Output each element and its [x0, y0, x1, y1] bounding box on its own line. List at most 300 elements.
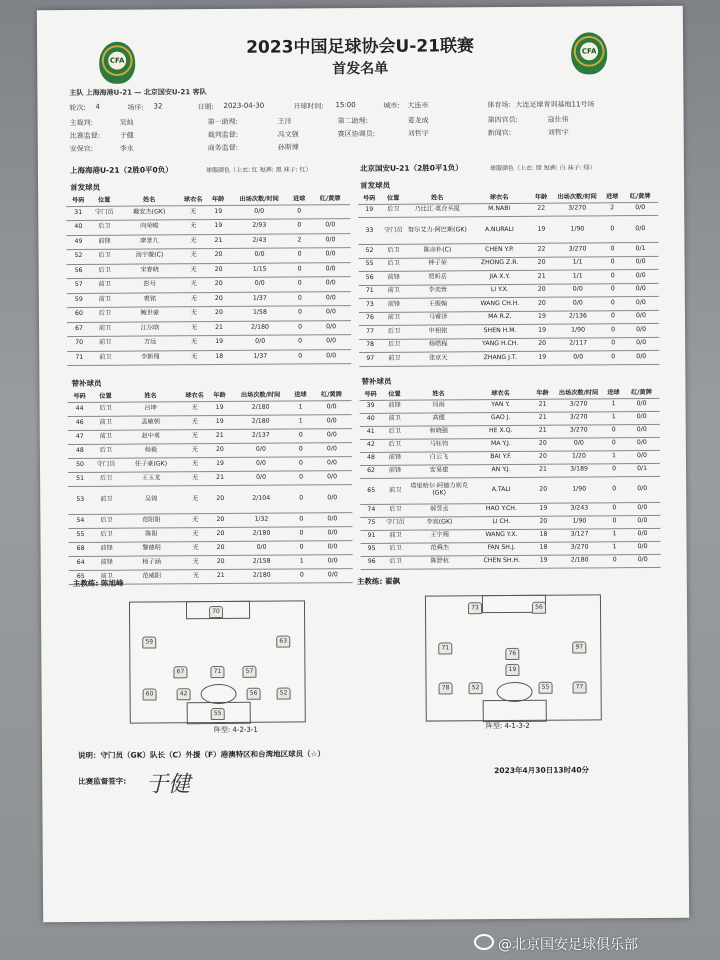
table-cell: 68 [69, 542, 93, 556]
table-cell: 19 [531, 311, 553, 325]
table-cell: 3/243 [554, 502, 604, 515]
table-cell: 向荣峻 [118, 220, 180, 235]
table-cell: 前锋 [382, 400, 408, 413]
table-cell: 20 [206, 248, 230, 263]
table-cell: 无 [180, 220, 206, 235]
table-cell: 0/0 [311, 277, 351, 292]
column-header: 出场次数/时间 [553, 386, 603, 398]
table-cell: 21 [207, 321, 231, 336]
table-cell: 20 [207, 277, 231, 292]
column-header: 姓名 [406, 191, 468, 203]
table-cell: 21 [532, 412, 554, 425]
table-cell: 无 [182, 429, 208, 443]
table-cell: 前卫 [382, 530, 408, 543]
table-cell: 0 [289, 335, 311, 350]
table-cell: 0/0 [624, 502, 660, 515]
column-header: 号码 [358, 192, 380, 204]
lineup-sheet [37, 6, 689, 922]
table-cell: 0 [602, 216, 622, 243]
table-cell: 20 [208, 443, 232, 457]
table-cell: 江尔晗 [119, 321, 181, 336]
cfa-logo-right: CFA [571, 32, 607, 74]
table-cell: 33 [358, 217, 380, 244]
table-cell: 74 [360, 504, 382, 517]
table-cell: 0/0 [312, 400, 352, 414]
table-cell: 郝昱丞 [408, 503, 470, 516]
table-cell: 安易建 [408, 464, 470, 477]
table-cell: 1/90 [552, 216, 602, 243]
table-cell: 0/0 [310, 233, 350, 248]
table-cell: CHEN Y.P. [468, 243, 530, 257]
column-header: 位置 [380, 192, 406, 204]
table-cell: 王振翰 [407, 298, 469, 312]
table-cell: 前卫 [91, 351, 119, 366]
column-header: 进球 [289, 388, 311, 400]
table-cell: 0 [604, 437, 624, 450]
table-cell: CHEN SH.H. [471, 555, 533, 568]
table-cell [310, 204, 350, 219]
table-row [360, 476, 660, 504]
table-cell: 1 [604, 398, 624, 411]
table-cell: 0/0 [311, 335, 351, 350]
table-cell: AN Y.J. [470, 464, 532, 477]
table-cell: 20 [208, 527, 232, 541]
table-cell: 0/0 [313, 568, 353, 582]
table-cell: 0 [290, 484, 312, 512]
table-cell: 62 [360, 465, 382, 478]
table-cell: 91 [360, 530, 382, 543]
table-cell: 戴安杰(GK) [118, 205, 180, 220]
table-cell: 0/0 [623, 310, 659, 324]
column-header: 姓名 [407, 387, 469, 399]
table-cell: 无 [182, 485, 208, 513]
table-cell: 22 [530, 203, 552, 217]
table-cell: 0 [605, 554, 625, 567]
table-cell: 2/104 [232, 485, 290, 513]
table-cell: 71 [359, 285, 381, 299]
official-label: 主裁判: [69, 118, 93, 128]
watermark: @北京国安足球俱乐部 [498, 937, 638, 953]
table-cell: 20 [207, 263, 231, 278]
table-cell: 0/0 [312, 442, 352, 456]
player-shirt-marker: 56 [247, 688, 261, 700]
table-cell: 0 [604, 463, 624, 476]
table-cell: LI CH. [470, 516, 532, 529]
column-header: 号码 [66, 194, 90, 206]
official-value: 寇仕伟 [547, 115, 569, 124]
table-cell: 20 [531, 257, 553, 271]
table-cell: 21 [531, 270, 553, 284]
table-cell: 0 [603, 324, 623, 338]
official-value: 刘哲宇 [407, 129, 429, 138]
table-cell: 王玉龙 [120, 471, 182, 485]
table-cell: 前卫 [381, 285, 407, 299]
table-cell: 41 [360, 426, 382, 439]
penalty-box-bottom [483, 700, 547, 722]
kickoff: 15:00 [335, 101, 356, 110]
table-cell: 方远 [119, 336, 181, 351]
table-cell: 前锋 [382, 465, 408, 478]
column-header: 球衣名 [180, 193, 206, 205]
table-cell: 前锋 [382, 452, 408, 465]
home-coach: 主教练: 陈旭峰 [72, 578, 124, 589]
table-cell: 0/0 [232, 443, 290, 457]
table-cell: A.NURALI [468, 216, 530, 243]
table-cell: 后卫 [92, 402, 120, 416]
table-cell: 20 [532, 451, 554, 464]
official-label: 裁判监督: [207, 130, 239, 140]
table-cell: 李奕萱 [407, 284, 469, 298]
table-cell: 前卫 [382, 413, 408, 426]
table-cell: 吕坤 [120, 401, 182, 415]
table-cell: HE X.Q. [470, 425, 532, 438]
player-shirt-marker: 70 [209, 606, 223, 618]
player-shirt-marker: 19 [505, 664, 519, 676]
table-cell: 21 [208, 429, 232, 443]
table-cell: 21 [532, 464, 554, 477]
table-cell: 56 [67, 264, 91, 279]
table-cell: 18 [532, 529, 554, 542]
round-label: 轮次: [69, 103, 86, 113]
table-cell: 无 [181, 307, 207, 322]
table-cell: 3/270 [555, 541, 605, 554]
column-header: 出场次数/时间 [230, 193, 288, 205]
table-cell: 0/0 [625, 541, 661, 554]
table-cell: 59 [67, 293, 91, 308]
table-cell: 0 [289, 320, 311, 335]
table-cell: 前锋 [93, 556, 121, 570]
table-row [361, 554, 661, 569]
home-subs-table [67, 388, 352, 584]
away-subs-label: 替补球员 [361, 376, 392, 387]
table-cell: 0 [602, 243, 622, 257]
table-cell: 后卫 [90, 220, 118, 235]
table-cell: 后卫 [92, 472, 120, 486]
table-cell: 56 [359, 271, 381, 285]
table-cell: 0 [604, 424, 624, 437]
table-cell: 1 [291, 554, 313, 568]
table-cell: 3/270 [554, 398, 604, 411]
table-cell: 2/180 [232, 527, 290, 541]
table-cell: 0/0 [312, 484, 352, 512]
table-cell: 21 [209, 569, 233, 583]
table-cell: 20 [209, 541, 233, 555]
table-cell: 60 [67, 307, 91, 322]
table-cell: 0/0 [313, 540, 353, 554]
table-cell: 65 [360, 478, 382, 504]
table-cell: 后卫 [381, 339, 407, 353]
table-cell: 无 [182, 415, 208, 429]
table-cell: 王宇翔 [408, 529, 470, 542]
table-cell: 乃比江·莫合买提 [406, 203, 468, 217]
table-cell: 76 [359, 312, 381, 326]
table-cell: 1 [604, 528, 624, 541]
table-cell: 无 [182, 471, 208, 485]
table-cell: 范阳阳 [120, 513, 182, 527]
table-cell: 0/0 [624, 437, 660, 450]
table-cell: JIA X.Y. [469, 270, 531, 284]
table-cell: 0/0 [623, 323, 659, 337]
city: 大连市 [407, 101, 429, 110]
table-cell: 0 [603, 297, 623, 311]
match-teams: 主队 上海海港U-21 — 北京国安U-21 客队 [69, 88, 207, 98]
table-cell: 19 [532, 503, 554, 516]
table-cell: 0 [288, 248, 310, 263]
table-cell: 前卫 [92, 430, 120, 444]
table-cell: 陈舒杭 [409, 555, 471, 568]
table-cell: 无 [180, 205, 206, 220]
table-cell: 50 [68, 458, 92, 472]
column-header: 号码 [359, 388, 381, 400]
table-cell: 0/1 [624, 463, 660, 476]
page-subtitle: 首发名单 [332, 60, 389, 78]
table-cell: 65 [69, 570, 93, 584]
table-cell: 1/37 [231, 292, 289, 307]
table-cell: 20 [531, 338, 553, 352]
table-cell: 1/58 [231, 306, 289, 321]
table-cell: 无 [182, 401, 208, 415]
table-cell: 22 [530, 243, 552, 257]
table-cell: 黎德明 [121, 541, 183, 555]
column-header: 出场次数/时间 [231, 389, 289, 401]
table-cell: 闫雨 [408, 399, 470, 412]
table-cell: 无 [181, 321, 207, 336]
official-label: 第二助理: [337, 116, 368, 126]
official-label: 新闻官: [487, 128, 512, 138]
table-cell: 0/0 [232, 471, 290, 485]
table-cell: 70 [67, 336, 91, 351]
table-cell: LI Y.X. [469, 284, 531, 298]
table-cell: 52 [358, 244, 380, 258]
table-cell: 0/0 [310, 219, 350, 234]
table-cell: 0/0 [311, 320, 351, 335]
table-cell: 后卫 [92, 528, 120, 542]
table-cell: 0/0 [230, 205, 288, 220]
table-cell: 守门员 [92, 458, 120, 472]
table-cell: 55 [68, 528, 92, 542]
table-cell: 0/0 [233, 541, 291, 555]
home-subs-label: 替补球员 [71, 378, 102, 389]
table-cell: 2 [288, 233, 310, 248]
table-cell: 1/15 [231, 263, 289, 278]
table-cell: 53 [68, 486, 92, 514]
table-cell: 守门员 [90, 206, 118, 221]
table-cell: ZHONG Z.R. [469, 257, 531, 271]
player-shirt-marker: 55 [211, 708, 225, 720]
table-cell: 2/136 [553, 310, 603, 324]
column-header: 进球 [288, 192, 310, 204]
away-formation-pitch [425, 594, 602, 721]
table-cell: 0/0 [312, 526, 352, 540]
table-cell: 1/1 [553, 256, 603, 270]
table-cell: 陈阳 [120, 527, 182, 541]
table-cell: 无 [183, 569, 209, 583]
away-coach: 主教练: 翟飙 [356, 576, 400, 587]
table-cell: 1/20 [554, 450, 604, 463]
table-cell: 1 [604, 450, 624, 463]
table-cell: 0/0 [231, 335, 289, 350]
table-cell: 0/0 [624, 450, 660, 463]
table-cell: 1/90 [554, 476, 604, 502]
table-cell: 0/1 [622, 242, 658, 256]
column-header: 红/黄牌 [623, 386, 659, 398]
official-label: 安保官: [69, 144, 94, 154]
table-cell: 无 [183, 541, 209, 555]
table-cell: 73 [359, 298, 381, 312]
table-cell: 0/0 [553, 297, 603, 311]
table-cell: 0 [603, 270, 623, 284]
table-cell: 和晓强 [408, 425, 470, 438]
table-cell: 19 [208, 401, 232, 415]
player-shirt-marker: 71 [438, 642, 452, 654]
table-cell: 前卫 [91, 293, 119, 308]
table-cell: 75 [360, 517, 382, 530]
table-cell: 1 [605, 541, 625, 554]
home-starters-label: 首发球员 [70, 182, 101, 193]
table-cell: 20 [532, 516, 554, 529]
table-cell: 守门员 [380, 217, 406, 244]
table-cell: 陈彦朴(C) [406, 244, 468, 258]
column-header: 进球 [603, 386, 623, 398]
table-cell: 40 [66, 220, 90, 235]
player-shirt-marker: 42 [177, 688, 191, 700]
table-cell: 78 [359, 339, 381, 353]
column-header: 号码 [67, 390, 91, 402]
table-cell: 19 [206, 205, 230, 220]
table-cell: 杨毅 [120, 443, 182, 457]
table-cell: 后卫 [380, 244, 406, 258]
table-cell: 后卫 [91, 264, 119, 279]
player-shirt-marker: 73 [468, 602, 482, 614]
table-cell: 后卫 [90, 249, 118, 264]
table-cell: 44 [68, 402, 92, 416]
column-header: 进球 [602, 190, 622, 202]
table-cell: 前卫 [91, 336, 119, 351]
table-cell: 后卫 [380, 204, 406, 218]
official-value: 吴灿 [119, 118, 134, 127]
table-cell: 0/0 [623, 256, 659, 270]
table-cell: 21 [208, 471, 232, 485]
table-cell: 0 [603, 256, 623, 270]
column-header: 年龄 [530, 191, 552, 203]
column-header: 位置 [90, 194, 118, 206]
player-shirt-marker: 76 [505, 648, 519, 660]
table-cell: 0/0 [312, 428, 352, 442]
table-cell: 后卫 [382, 426, 408, 439]
table-cell: 0/0 [624, 411, 660, 424]
table-cell: 贾昕岳 [407, 271, 469, 285]
table-cell: 杨子涵 [121, 555, 183, 569]
table-cell: 18 [533, 542, 555, 555]
game-label: 场序: [127, 103, 144, 112]
table-cell: 3/270 [552, 243, 602, 257]
table-cell: 18 [207, 350, 231, 365]
home-formation-pitch [129, 600, 306, 723]
table-cell: WANG Y.X. [470, 529, 532, 542]
table-cell: 前卫 [382, 478, 408, 504]
table-cell: 0/0 [311, 306, 351, 321]
table-cell: 后卫 [381, 325, 407, 339]
table-cell: 0/0 [310, 248, 350, 263]
table-cell: 后卫 [92, 444, 120, 458]
player-shirt-marker: 56 [532, 602, 546, 614]
table-cell: 48 [68, 444, 92, 458]
round: 4 [95, 102, 100, 111]
table-cell: 2/180 [555, 554, 605, 567]
table-cell: 马睿泽 [407, 311, 469, 325]
player-shirt-marker: 57 [242, 666, 256, 678]
table-cell: 裘铭 [119, 292, 181, 307]
table-cell: 0/0 [624, 528, 660, 541]
table-cell: 0/0 [231, 277, 289, 292]
table-cell: 54 [68, 514, 92, 528]
table-cell: 1/37 [231, 350, 289, 365]
home-formation: 阵型: 4-2-3-1 [213, 725, 258, 735]
column-header: 位置 [91, 390, 119, 402]
official-value: 孙斯博 [277, 143, 299, 152]
table-cell: 40 [360, 413, 382, 426]
table-cell: 3/270 [554, 411, 604, 424]
table-row [359, 350, 659, 366]
table-cell: 后卫 [383, 543, 409, 556]
table-cell: 吴锦 [120, 485, 182, 513]
table-cell: 无 [182, 513, 208, 527]
player-shirt-marker: 97 [572, 641, 586, 653]
table-cell: 前锋 [93, 542, 121, 556]
table-cell: 2/180 [231, 321, 289, 336]
table-cell: 前锋 [381, 298, 407, 312]
table-cell: 0/0 [230, 248, 288, 263]
table-cell: 20 [531, 284, 553, 298]
table-cell: 0 [604, 515, 624, 528]
table-cell: 0/0 [624, 424, 660, 437]
table-cell: 0/0 [623, 350, 659, 364]
table-cell: 0 [290, 456, 312, 470]
table-cell: 0/0 [232, 457, 290, 471]
column-header: 球衣名 [181, 389, 207, 401]
table-cell: 无 [180, 234, 206, 249]
column-header: 出场次数/时间 [552, 190, 602, 202]
table-cell: 0/0 [311, 349, 351, 364]
table-cell: 19 [358, 204, 380, 218]
column-header: 球衣名 [469, 387, 531, 399]
table-cell: 95 [361, 543, 383, 556]
timestamp: 2023年4月30日13时40分 [494, 765, 590, 776]
table-cell: 2/180 [232, 401, 290, 415]
away-team-name: 北京国安U-21（2胜0平1负） [359, 163, 463, 174]
official-value: 王洋 [277, 117, 292, 126]
table-cell: 0 [289, 291, 311, 306]
table-cell: 0/0 [623, 296, 659, 310]
table-cell: 0 [603, 283, 623, 297]
table-cell: BAI Y.F. [470, 451, 532, 464]
table-cell: 0 [290, 470, 312, 484]
table-cell: 0 [604, 502, 624, 515]
table-cell: 后卫 [381, 258, 407, 272]
table-cell: 57 [67, 278, 91, 293]
table-cell: 1/90 [553, 324, 603, 338]
table-cell: 20 [531, 297, 553, 311]
table-cell: 0/0 [623, 283, 659, 297]
column-header: 红/黄牌 [622, 190, 658, 202]
table-cell: 李宸(GK) [408, 516, 470, 529]
away-starters-label: 首发球员 [360, 180, 391, 191]
table-cell: 无 [181, 292, 207, 307]
table-cell: 后卫 [382, 504, 408, 517]
table-cell: 19 [533, 555, 555, 568]
table-cell: 无 [181, 336, 207, 351]
table-cell: 3/270 [554, 424, 604, 437]
